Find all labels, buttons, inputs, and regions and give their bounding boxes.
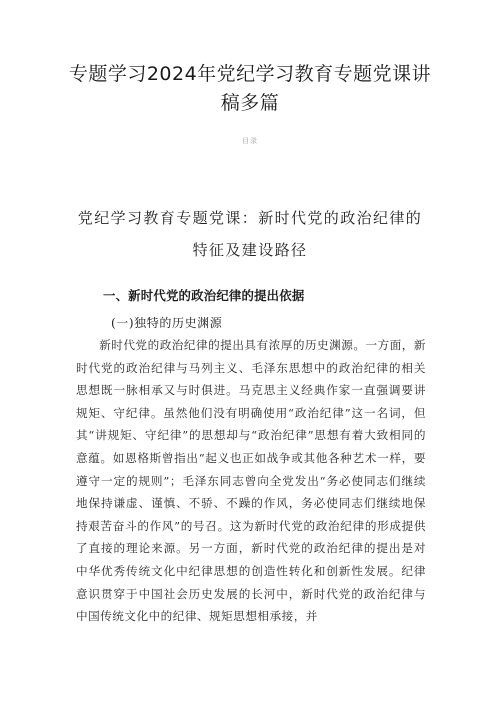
toc-label[interactable]: 目录 — [242, 137, 258, 145]
document-title: 专题学习2024年党纪学习教育专题党课讲稿多篇 — [68, 63, 432, 114]
heading-level-1: 一、新时代党的政治纪律的提出依据 — [103, 288, 305, 303]
section-title: 党纪学习教育专题党课：新时代党的政治纪律的特征及建设路径 — [77, 209, 423, 259]
heading-level-2: (一)独特的历史渊源 — [111, 316, 223, 330]
body-paragraph: 新时代党的政治纪律的提出具有浓厚的历史渊源。一方面，新时代党的政治纪律与马列主义、毛泽东思想中的政治纪律的相关思想既一脉相承又与时俱进。马克思主义经典作家一直强调要讲规矩、守纪律。虽然他们没有明确使用“政治纪律”这一名词，但其“讲规矩、守纪律”的思想却与“政治纪律”思想有着大致相同的意蕴。如恩格斯曾指出“起义也正如战争或其他各种艺术一样，要遵守一定的规则”；毛泽东同志曾向全党发出“务必使同志们继续地保持谦虚、谨慎、不骄、不躁的作风，务必使同志们继续地保持艰苦奋斗的作风”的号召。这为新时代党的政治纪律的形成提供了直接的理论来源。另一方面，新时代党的政治纪律的提出是对中华优秀传统文化中纪律思想的创造性转化和创新性发展。纪律意识贯穿于中国社会历史发展的长河中，新时代党的政治纪律与中国传统文化中的纪律、规矩思想相承接，并 — [76, 338, 426, 624]
